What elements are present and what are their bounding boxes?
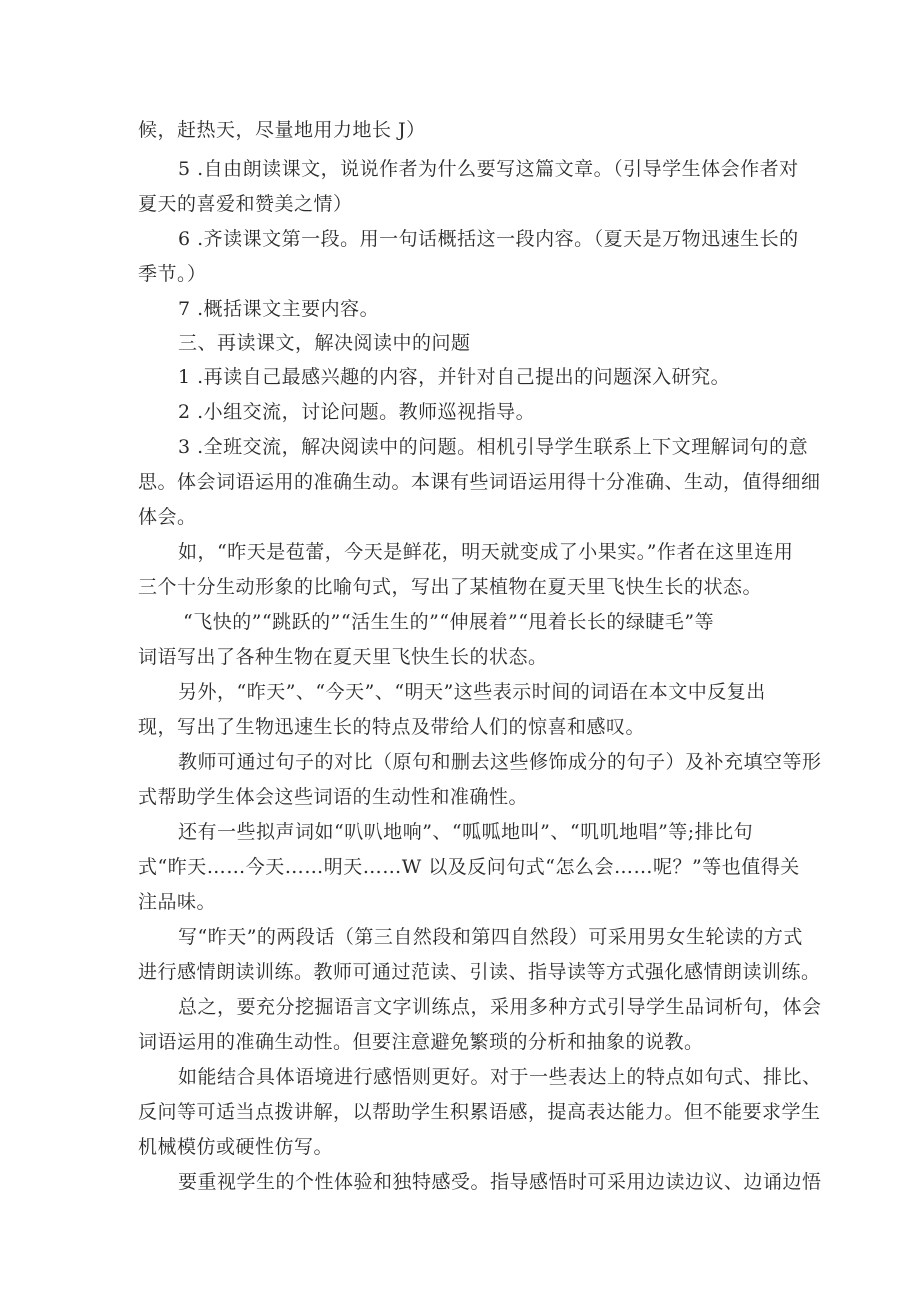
text-line: 1 .再读自己最感兴趣的内容，并针对自己提出的问题深入研究。: [178, 366, 731, 388]
text-line: 如，“昨天是苞蕾，今天是鲜花，明天就变成了小果实。”作者在这里连用: [178, 541, 794, 563]
text-line: 5 .自由朗读课文，说说作者为什么要写这篇文章。（引导学生体会作者对: [178, 158, 799, 180]
text-line: 夏天的喜爱和赞美之情）: [138, 193, 353, 215]
text-line: 反问等可适当点拨讲解，以帮助学生积累语感，提高表达能力。但不能要求学生: [138, 1101, 821, 1123]
text-line: 词语写出了各种生物在夏天里飞快生长的状态。: [138, 646, 548, 668]
text-line: 还有一些拟声词如“叭叭地响”、“呱呱地叫”、“叽叽地唱”等;排比句: [178, 821, 754, 843]
text-line: 如能结合具体语境进行感悟则更好。对于一些表达上的特点如句式、排比、: [178, 1066, 822, 1088]
text-line: 2 .小组交流，讨论问题。教师巡视指导。: [178, 401, 536, 423]
text-line: 词语运用的准确生动性。但要注意避免繁琐的分析和抽象的说教。: [138, 1031, 704, 1053]
text-line: 7 .概括课文主要内容。: [178, 298, 380, 320]
text-line: 体会。: [138, 506, 197, 528]
text-line: 式“昨天……今天……明天……W 以及反问句式“怎么会……呢？”等也值得关: [138, 856, 800, 878]
text-line: 写“昨天”的两段话（第三自然段和第四自然段）可采用男女生轮读的方式: [178, 926, 803, 948]
text-line: 另外，“昨天”、“今天”、“明天”这些表示时间的词语在本文中反复出: [178, 681, 766, 703]
text-line: “飞快的”“跳跃的”“活生生的”“伸展着”“甩着长长的绿睫毛”等: [183, 611, 715, 633]
text-line: 现，写出了生物迅速生长的特点及带给人们的惊喜和感叹。: [138, 716, 646, 738]
section-heading: 三、再读课文，解决阅读中的问题: [178, 332, 471, 354]
text-line: 候，赶热天，尽量地用力地长 J）: [138, 119, 426, 141]
text-line: 要重视学生的个性体验和独特感受。指导感悟时可采用边读边议、边诵边悟: [178, 1171, 822, 1193]
text-line: 式帮助学生体会这些词语的生动性和准确性。: [138, 786, 529, 808]
text-line: 3 .全班交流，解决阅读中的问题。相机引导学生联系上下文理解词句的意: [178, 436, 809, 458]
text-line: 总之，要充分挖掘语言文字训练点，采用多种方式引导学生品词析句，体会: [178, 996, 822, 1018]
text-line: 季节。）: [138, 263, 207, 285]
text-line: 注品味。: [138, 891, 217, 913]
text-line: 思。体会词语运用的准确生动。本课有些词语运用得十分准确、生动，值得细细: [138, 471, 821, 493]
text-line: 机械模仿或硬性仿写。: [138, 1136, 334, 1158]
text-line: 三个十分生动形象的比喻句式，写出了某植物在夏天里飞快生长的状态。: [138, 576, 763, 598]
text-line: 进行感情朗读训练。教师可通过范读、引读、指导读等方式强化感情朗读训练。: [138, 961, 821, 983]
text-line: 教师可通过句子的对比（原句和删去这些修饰成分的句子）及补充填空等形: [178, 751, 822, 773]
text-line: 6 .齐读课文第一段。用一句话概括这一段内容。（夏天是万物迅速生长的: [178, 228, 799, 250]
